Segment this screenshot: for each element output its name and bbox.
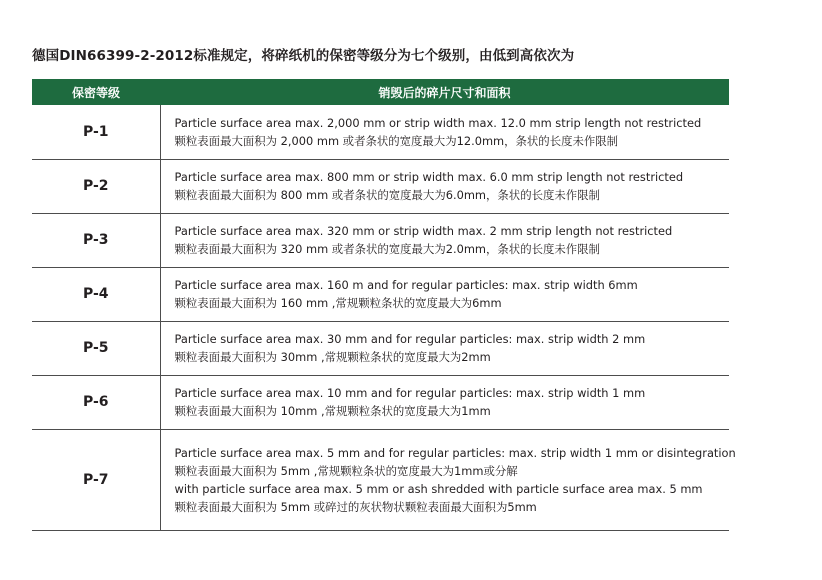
description-line: Particle surface area max. 160 m and for regular particles: max. strip width 6mm [174, 278, 638, 292]
description-line: 颗粒表面最大面积为 2,000 mm 或者条状的宽度最大为12.0mm，条状的长度未作限制 [174, 133, 619, 148]
header-description: 销毁后的碎片尺寸和面积 [160, 79, 729, 105]
level-p5: P-5 [32, 321, 160, 375]
security-level-table [32, 79, 736, 531]
description-p5 [160, 321, 729, 375]
level-p6: P-6 [32, 375, 160, 429]
description-line: Particle surface area max. 320 mm or strip width max. 2 mm strip length not restricted [174, 224, 673, 238]
description-p4 [160, 267, 729, 321]
table-row [32, 375, 729, 429]
table-row [32, 159, 729, 213]
description-line: Particle surface area max. 800 mm or strip width max. 6.0 mm strip length not restricted [174, 170, 684, 184]
level-p7: P-7 [32, 429, 160, 530]
description-line: 颗粒表面最大面积为 320 mm 或者条状的宽度最大为2.0mm，条状的长度未作限制 [174, 242, 600, 256]
description-line: Particle surface area max. 10 mm and for regular particles: max. strip width 1 mm [174, 386, 646, 400]
description-p2 [160, 159, 729, 213]
description-line: Particle surface area max. 5 mm and for regular particles: max. strip width 1 mm or disintegration [174, 445, 736, 460]
description-line: 颗粒表面最大面积为 30mm ,常规颗粒条状的宽度最大为2mm [174, 350, 491, 364]
description-p1 [160, 105, 729, 159]
level-p4: P-4 [32, 267, 160, 321]
description-p6 [160, 375, 729, 429]
table-row [32, 213, 729, 267]
description-line: Particle surface area max. 2,000 mm or strip width max. 12.0 mm strip length not restricted [174, 115, 702, 130]
description-line: 颗粒表面最大面积为 800 mm 或者条状的宽度最大为6.0mm，条状的长度未作限制 [174, 188, 600, 202]
table-row [32, 105, 729, 159]
description-line: 颗粒表面最大面积为 160 mm ,常规颗粒条状的宽度最大为6mm [174, 296, 502, 310]
table-row [32, 321, 729, 375]
table-header-row [32, 79, 729, 105]
level-p3: P-3 [32, 213, 160, 267]
description-line: 颗粒表面最大面积为 5mm ,常规颗粒条状的宽度最大为1mm或分解 [174, 463, 518, 478]
table-row [32, 429, 729, 530]
description-line: 颗粒表面最大面积为 5mm 或碎过的灰状物状颗粒表面最大面积为5mm [174, 499, 537, 514]
table-row [32, 267, 729, 321]
description-line: with particle surface area max. 5 mm or ash shredded with particle surface area max. 5 mm [174, 481, 703, 496]
level-p1: P-1 [32, 105, 160, 159]
description-p7 [160, 429, 736, 530]
header-level: 保密等级 [32, 79, 160, 105]
level-p2: P-2 [32, 159, 160, 213]
document-title: 德国DIN66399-2-2012标准规定，将碎纸机的保密等级分为七个级别，由低到高依次为 [32, 48, 575, 64]
description-line: 颗粒表面最大面积为 10mm ,常规颗粒条状的宽度最大为1mm [174, 404, 491, 418]
description-line: Particle surface area max. 30 mm and for regular particles: max. strip width 2 mm [174, 332, 646, 346]
description-p3 [160, 213, 729, 267]
